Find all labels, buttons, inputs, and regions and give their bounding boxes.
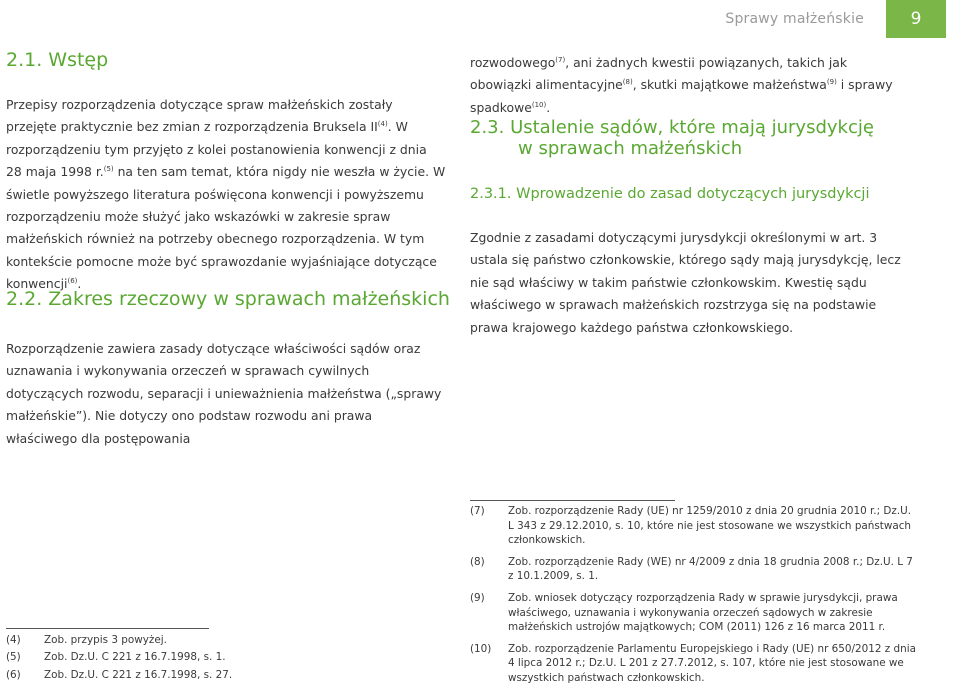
footnote-num: (9) <box>470 591 485 604</box>
cont-text-e: . <box>546 99 551 115</box>
jurisdiction-text: Zgodnie z zasadami dotyczącymi jurysdykcji określonymi w art. 3 ustala się państwo członkowskie, którego sądy mają jurysdykcję, lecz nie sąd właściwy w takim państwie członkowskim. Kwestię sądu właściwego w sprawach małżeńskich rozstrzyga się na podstawie prawa krajowego każdego państwa członkowskiego. <box>470 230 901 335</box>
footnote-ref-8: (8) <box>622 78 633 87</box>
footnote-ref-10: (10) <box>531 100 547 109</box>
footnote-text: Zob. rozporządzenie Parlamentu Europejskiego i Rady (UE) nr 650/2012 z dnia 4 lipca 2012 r.; Dz.U. L 201 z 27.7.2012, s. 107, które nie jest stosowane we wszystkich państwach członkowskich. <box>508 642 916 684</box>
footnote-text: Zob. Dz.U. C 221 z 16.7.1998, s. 1. <box>44 651 226 664</box>
cont-text-a: rozwodowego <box>470 55 556 70</box>
footnote-num: (4) <box>6 634 21 646</box>
footnote-ref-9: (9) <box>826 78 837 87</box>
footnote-rule-left <box>6 628 209 629</box>
footnote-ref-5: (5) <box>103 165 114 174</box>
footnote-text: Zob. przypis 3 powyżej. <box>44 634 167 646</box>
heading-line-2: w sprawach małżeńskich <box>518 137 743 159</box>
cont-text-d: i sprawy spadkowe <box>470 77 893 115</box>
footnote-text: Zob. rozporządzenie Rady (WE) nr 4/2009 z dnia 18 grudnia 2008 r.; Dz.U. L 7 z 10.1.2009, s. 1. <box>508 555 913 583</box>
jurisdiction-paragraph <box>470 227 912 339</box>
footnote-ref-6: (6) <box>67 277 78 286</box>
footnote-ref-4: (4) <box>377 120 388 129</box>
section-heading-intro: 2.1. Wstęp <box>6 49 109 71</box>
footnote-7 <box>470 504 918 548</box>
subsection-heading-intro-rules: 2.3.1. Wprowadzenie do zasad dotyczących jurysdykcji <box>470 186 870 202</box>
footnote-text: Zob. wniosek dotyczący rozporządzenia Rady w sprawie jurysdykcji, prawa właściwego, uznawania i wykonywania orzeczeń sądowych w zakresie małżeńskich ustrojów majątkowych; COM (2011) 126 z 16 marca 2011 r. <box>508 591 898 634</box>
footnote-5 <box>6 649 446 666</box>
intro-text-a: Przepisy rozporządzenia dotyczące spraw małżeńskich zostały przejęte praktycznie bez zmian z rozporządzenia Bruksela II <box>6 97 393 135</box>
cont-text-c: , skutki majątkowe małżeństwa <box>632 77 827 93</box>
footnote-num: (8) <box>470 555 485 568</box>
footnote-num: (7) <box>470 505 485 517</box>
running-header: Sprawy małżeńskie <box>725 11 864 27</box>
footnotes-right <box>470 504 918 686</box>
footnote-9 <box>470 591 918 635</box>
intro-text-d: . <box>77 276 82 292</box>
continued-paragraph <box>470 52 910 119</box>
footnote-6 <box>6 667 446 684</box>
intro-paragraph <box>6 94 446 296</box>
footnote-num: (6) <box>6 668 21 681</box>
heading-line-1: 2.3. Ustalenie sądów, które mają jurysdykcję <box>470 117 874 138</box>
intro-text-c: na ten sam temat, która nigdy nie weszła w życie. W świetle powyższego literatura poświęcona konwencji i powyższemu rozporządzeniu może służyć jako wskazówki w zakresie spraw małżeńskich również na potrzeby obecnego rozporządzenia. W tym kontekście pomocne może być sprawozdanie wyjaśniające dotyczące konwencji <box>6 164 446 292</box>
footnote-num: (5) <box>6 651 21 664</box>
footnote-10 <box>470 642 918 686</box>
footnotes-left <box>6 632 446 684</box>
footnote-text: Zob. Dz.U. C 221 z 16.7.1998, s. 27. <box>44 668 233 681</box>
footnote-num: (10) <box>470 642 492 655</box>
cont-text-b: , ani żadnych kwestii powiązanych, takich jak obowiązki alimentacyjne <box>470 55 848 93</box>
footnote-8 <box>470 555 918 584</box>
footnote-rule-right <box>470 500 675 501</box>
intro-text-b: . W rozporządzeniu tym przyjęto z kolei postanowienia konwencji z dnia 28 maja 1998 r. <box>6 119 427 180</box>
page-number-badge: 9 <box>886 0 946 38</box>
scope-paragraph <box>6 338 446 450</box>
footnote-text: Zob. rozporządzenie Rady (UE) nr 1259/2010 z dnia 20 grudnia 2010 r.; Dz.U. L 343 z 29.12.2010, s. 10, które nie jest stosowane we wszystkich państwach członkowskich. <box>508 505 912 547</box>
footnote-ref-7: (7) <box>555 56 566 64</box>
section-heading-jurisdiction <box>470 118 874 159</box>
section-heading-scope: 2.2. Zakres rzeczowy w sprawach małżeńskich <box>6 288 450 310</box>
scope-text: Rozporządzenie zawiera zasady dotyczące właściwości sądów oraz uznawania i wykonywania orzeczeń w sprawach cywilnych dotyczących rozwodu, separacji i unieważnienia małżeństwa („sprawy małżeńskie”). Nie dotyczy ono podstaw rozwodu ani prawa właściwego dla postępowania <box>6 341 442 446</box>
footnote-4 <box>6 632 446 649</box>
